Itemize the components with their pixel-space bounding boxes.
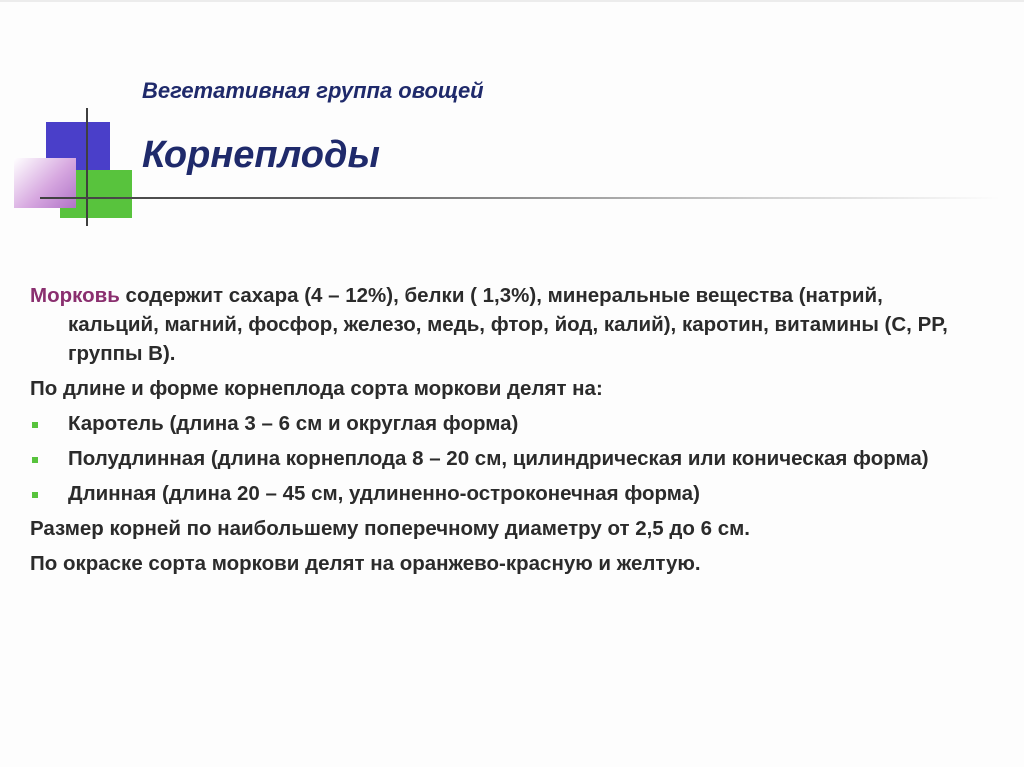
top-border [0, 0, 1024, 2]
slide-title: Корнеплоды [142, 134, 380, 176]
list-item-text: Полудлинная (длина корнеплода 8 – 20 см, цилиндрическая или коническая форма) [68, 447, 929, 470]
bullet-square-icon [32, 422, 38, 428]
bullet-square-icon [32, 457, 38, 463]
title-underline [40, 197, 1000, 199]
paragraph-classification: По длине и форме корнеплода сорта моркови делят на: [30, 377, 603, 400]
bullet-square-icon [32, 492, 38, 498]
paragraph-color-varieties: По окраске сорта моркови делят на оранжево-красную и желтую. [30, 552, 701, 575]
paragraph-carrot-composition [30, 281, 970, 368]
highlight-word: Морковь [30, 284, 120, 307]
list-item-text: Длинная (длина 20 – 45 см, удлиненно-остроконечная форма) [68, 482, 700, 505]
slide-body [30, 281, 970, 584]
list-item [30, 479, 970, 508]
decor-vertical-line [86, 108, 88, 226]
list-item [30, 409, 970, 438]
list-item-text: Каротель (длина 3 – 6 см и округлая форма) [68, 412, 519, 435]
paragraph-root-size: Размер корней по наибольшему поперечному диаметру от 2,5 до 6 см. [30, 517, 750, 540]
paragraph-text: содержит сахара (4 – 12%), белки ( 1,3%), минеральные вещества (натрий, кальций, магний, фосфор, железо, медь, фтор, йод, калий), каротин, витамины (С, РР, группы В). [68, 284, 948, 365]
decor-pink-square [14, 158, 76, 208]
list-item [30, 444, 970, 473]
slide-subtitle: Вегетативная группа овощей [142, 78, 484, 103]
